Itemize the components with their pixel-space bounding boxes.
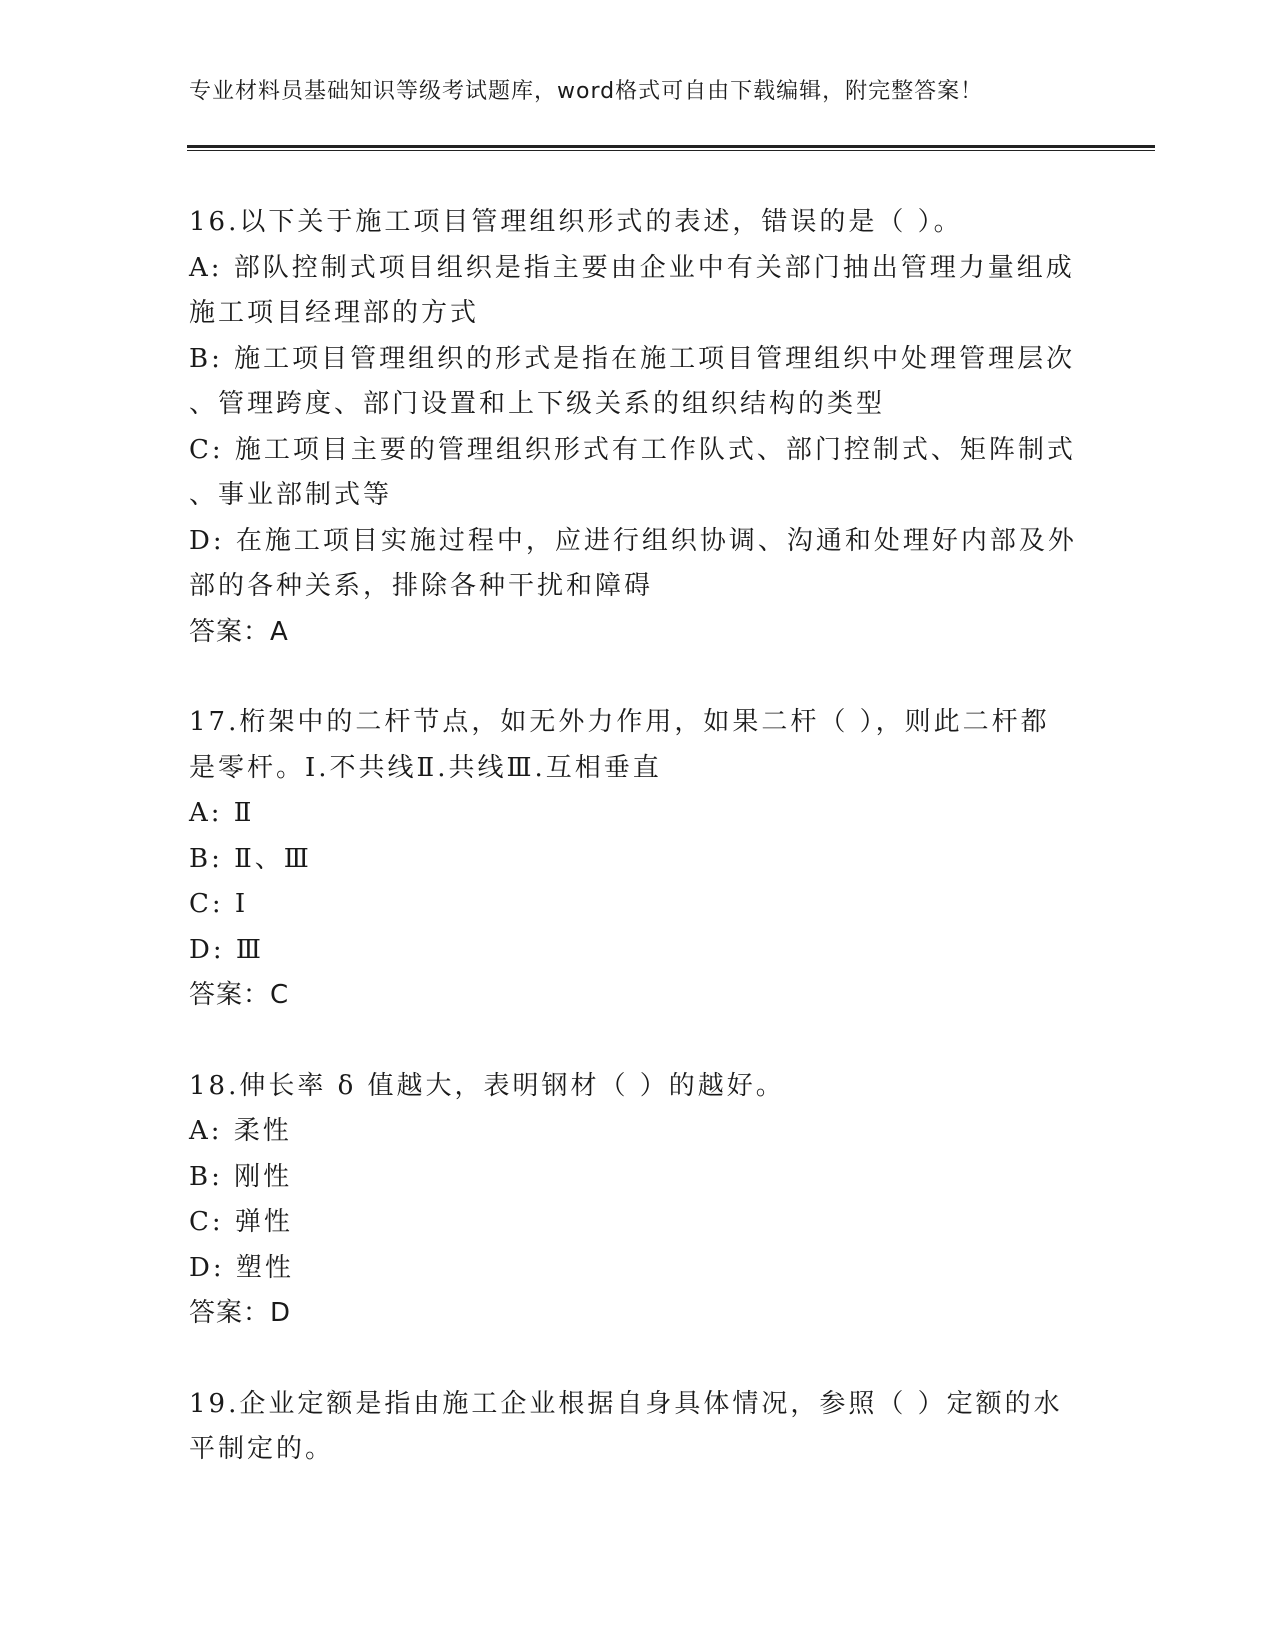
header-divider xyxy=(187,145,1155,151)
question-stem-continued: 平制定的。 xyxy=(189,1434,335,1464)
question-17 xyxy=(189,700,1089,1019)
option-c: C: 施工项目主要的管理组织形式有工作队式、部门控制式、矩阵制式 xyxy=(189,434,1076,465)
option-d-continued: 部的各种关系，排除各种干扰和障碍 xyxy=(189,571,654,601)
question-list xyxy=(189,200,1089,1473)
option-b: B: 刚性 xyxy=(189,1161,293,1192)
option-b-continued: 、管理跨度、部门设置和上下级关系的组织结构的类型 xyxy=(189,389,886,419)
question-spacer xyxy=(189,1337,1089,1382)
question-stem: 16.以下关于施工项目管理组织形式的表述，错误的是（ ）。 xyxy=(189,207,963,237)
question-stem: 19.企业定额是指由施工企业根据自身具体情况，参照（ ）定额的水 xyxy=(189,1388,1063,1419)
option-a: A: 柔性 xyxy=(189,1116,292,1146)
question-16 xyxy=(189,200,1089,655)
option-c: C: 弹性 xyxy=(189,1207,293,1237)
question-19 xyxy=(189,1382,1089,1473)
option-d: D: 塑性 xyxy=(189,1252,294,1283)
question-spacer xyxy=(189,655,1089,700)
option-c-continued: 、事业部制式等 xyxy=(189,480,393,510)
option-d: D: Ⅲ xyxy=(189,934,264,965)
option-b: B: 施工项目管理组织的形式是指在施工项目管理组织中处理管理层次 xyxy=(189,343,1076,374)
question-spacer xyxy=(189,1019,1089,1064)
question-stem: 17.桁架中的二杆节点，如无外力作用，如果二杆（ ），则此二杆都 xyxy=(189,707,1050,737)
option-a: A: 部队控制式项目组织是指主要由企业中有关部门抽出管理力量组成 xyxy=(189,252,1075,283)
option-b: B: Ⅱ、Ⅲ xyxy=(189,843,312,874)
option-c: C: I xyxy=(189,889,249,919)
answer: 答案：C xyxy=(189,980,290,1010)
option-a-continued: 施工项目经理部的方式 xyxy=(189,298,480,328)
document-header: 专业材料员基础知识等级考试题库，word格式可自由下载编辑，附完整答案！ xyxy=(189,79,984,104)
answer: 答案：A xyxy=(189,616,289,647)
question-stem: 18.伸长率 δ 值越大，表明钢材（ ）的越好。 xyxy=(189,1070,785,1101)
question-18 xyxy=(189,1064,1089,1337)
answer: 答案：D xyxy=(189,1298,292,1328)
option-a: A: Ⅱ xyxy=(189,798,255,828)
question-stem-continued: 是零杆。I.不共线Ⅱ.共线Ⅲ.互相垂直 xyxy=(189,752,662,783)
option-d: D: 在施工项目实施过程中，应进行组织协调、沟通和处理好内部及外 xyxy=(189,525,1077,556)
